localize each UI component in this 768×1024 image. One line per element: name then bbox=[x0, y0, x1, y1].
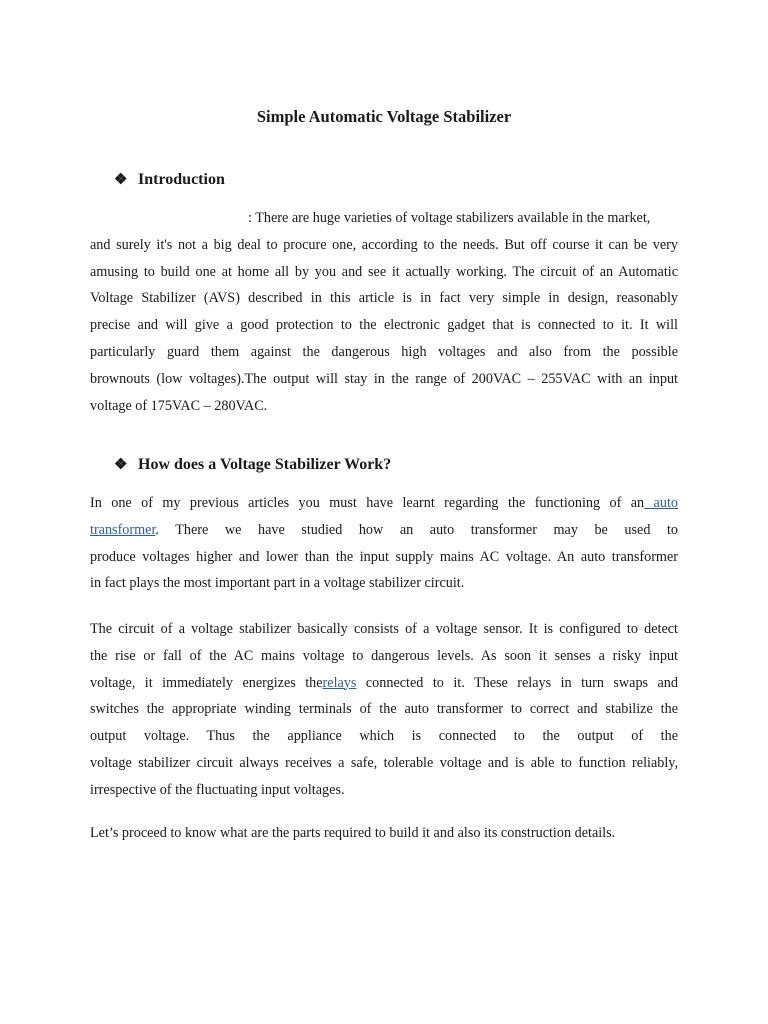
paragraph-line: particularly guard them against the dangerous high voltages and also from the possible bbox=[90, 343, 678, 360]
section-heading-text: How does a Voltage Stabilizer Work? bbox=[138, 456, 392, 473]
how-it-works-paragraph-1 bbox=[90, 490, 678, 597]
document-title: Simple Automatic Voltage Stabilizer bbox=[256, 107, 512, 126]
paragraph-line: Voltage Stabilizer (AVS) described in this article is in fact very simple in design, reasonably bbox=[90, 290, 678, 307]
paragraph-line: voltage stabilizer circuit always receives a safe, tolerable voltage and is able to function reliably, bbox=[90, 754, 678, 771]
how-it-works-paragraph-3 bbox=[90, 820, 678, 847]
paragraph-line bbox=[90, 490, 678, 517]
paragraph-line: amusing to build one at home all by you and see it actually working. The circuit of an Automatic bbox=[90, 263, 678, 280]
paragraph-line: switches the appropriate winding terminals of the auto transformer to correct and stabilize the bbox=[90, 701, 678, 718]
relays-link[interactable]: relays bbox=[322, 674, 357, 691]
section-heading-how-it-works bbox=[114, 454, 391, 476]
paragraph-text: connected to it. These relays in turn swaps and bbox=[356, 674, 678, 691]
paragraph-line: in fact plays the most important part in a voltage stabilizer circuit. bbox=[90, 575, 465, 592]
section-heading-introduction bbox=[114, 169, 225, 191]
paragraph-text: . There we have studied how an auto transformer may be used to bbox=[155, 521, 678, 538]
how-it-works-paragraph-2 bbox=[90, 616, 678, 804]
paragraph-line: brownouts (low voltages).The output will stay in the range of 200VAC – 255VAC with an input bbox=[90, 370, 678, 387]
section-heading-text: Introduction bbox=[138, 171, 225, 188]
paragraph-line bbox=[90, 670, 678, 697]
paragraph-line: The circuit of a voltage stabilizer basically consists of a voltage sensor. It is configured to detect bbox=[90, 621, 678, 637]
auto-transformer-link-continued[interactable]: transformer bbox=[90, 521, 156, 538]
paragraph-line bbox=[90, 517, 678, 544]
paragraph-line: output voltage. Thus the appliance which is connected to the output of the bbox=[90, 728, 678, 745]
intro-paragraph bbox=[90, 205, 678, 419]
auto-transformer-link[interactable]: auto bbox=[644, 495, 678, 511]
paragraph-text: In one of my previous articles you must have learnt regarding the functioning of an bbox=[90, 495, 645, 511]
paragraph-line: the rise or fall of the AC mains voltage to dangerous levels. As soon it senses a risky input bbox=[90, 647, 678, 664]
paragraph-line: irrespective of the fluctuating input voltages. bbox=[90, 781, 345, 798]
paragraph-line: Let’s proceed to know what are the parts required to build it and also its construction details. bbox=[90, 825, 616, 841]
paragraph-line: produce voltages higher and lower than the input supply mains AC voltage. An auto transformer bbox=[90, 548, 678, 565]
paragraph-text: voltage, it immediately energizes the bbox=[90, 674, 323, 691]
paragraph-line: and surely it's not a big deal to procure one, according to the needs. But off course it can be very bbox=[90, 236, 678, 253]
diamond-bullet-icon: ❖ bbox=[114, 457, 128, 473]
paragraph-line: precise and will give a good protection to the electronic gadget that is connected to it. It will bbox=[90, 317, 678, 334]
paragraph-line: voltage of 175VAC – 280VAC. bbox=[90, 397, 268, 414]
diamond-bullet-icon: ❖ bbox=[114, 172, 128, 188]
paragraph-line: : There are huge varieties of voltage stabilizers available in the market, bbox=[248, 210, 651, 226]
